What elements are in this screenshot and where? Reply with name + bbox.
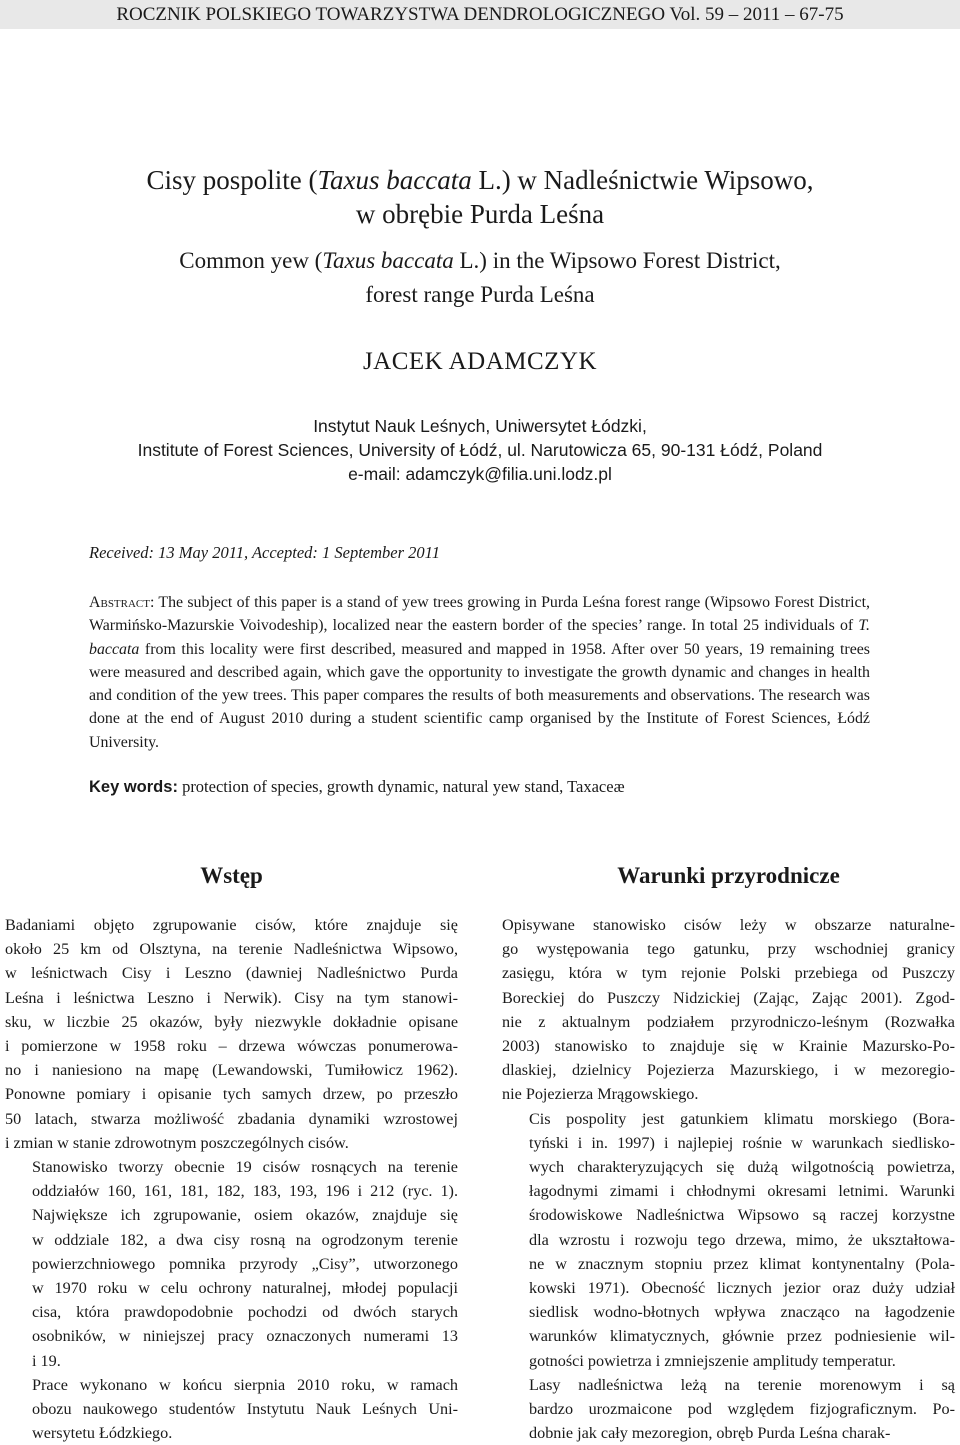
text-line: kowski 1971). Obecność licznych jezior oraz duży udział <box>529 1279 955 1298</box>
paragraph <box>502 1373 955 1445</box>
text-line: Lasy nadleśnictwa leżą na terenie morenowym i są <box>529 1375 955 1394</box>
title-en-text: L.) in the Wipsowo Forest District, <box>453 248 781 273</box>
keywords-label: Key words: <box>89 778 178 796</box>
title-pl-text: Cisy pospolite ( <box>146 165 318 195</box>
text-line: nie z aktualnym podziałem przyrodniczo-leśnym (Rozwałka <box>502 1012 955 1031</box>
paragraph <box>5 1155 458 1373</box>
running-head: ROCZNIK POLSKIEGO TOWARZYSTWA DENDROLOGICZNEGO Vol. 59 – 2011 – 67-75 <box>0 0 960 29</box>
abstract-label: Abstract <box>89 594 150 611</box>
text-line: Prace wykonano w końcu sierpnia 2010 roku, w ramach <box>32 1375 458 1394</box>
text-line: osobników, w niniejszej pracy oznaczonych numerami 13 <box>32 1327 458 1346</box>
left-column <box>5 860 458 1445</box>
abstract-text: from this locality were first described, measured and mapped in 1958. After over 50 years, 19 remaining trees were measured and described again, which gave the opportunity to investigate the growth dynamic and changes in health and condition of the yew trees. This paper compares the results of both measurements and observations. The research was done at the end of August 2010 during a student scientific camp organised by the Institute of Forest Sciences, Łódź University. <box>89 640 870 751</box>
text-line: bardzo urozmaicone pod względem fizjograficznym. Po- <box>529 1400 955 1419</box>
text-line: Boreckiej do Puszczy Nidzickiej (Zając, Zając 2001). Zgod- <box>502 988 955 1007</box>
article-title-english <box>0 244 960 312</box>
text-line: dobnie jak cały mezoregion, obręb Purda Leśna charak- <box>529 1424 891 1443</box>
text-line: 50 latach, stwarza możliwość zbadania dynamiki wzrostowej <box>5 1109 458 1128</box>
title-en-line-1 <box>0 244 960 278</box>
affiliation-line-2: Institute of Forest Sciences, University of Łódź, ul. Narutowicza 65, 90-131 Łódź, Poland <box>137 440 823 460</box>
text-line: Badaniami objęto zgrupowanie cisów, które znajduje się <box>5 916 458 934</box>
text-line: w oddziale 182, a dwa cisy rosną na ogrodzonym terenie <box>32 1230 458 1249</box>
text-line: Ponowne pomiary i opisanie tych samych drzew, po przeszło <box>5 1085 458 1104</box>
section-heading-wstep: Wstęp <box>200 863 263 888</box>
abstract <box>89 591 870 754</box>
section-heading-warunki-przyrodnicze: Warunki przyrodnicze <box>617 863 840 888</box>
text-line: dla wzrostu i rozwoju tego drzewa, mimo, że ukształtowa- <box>529 1230 955 1249</box>
text-line: Opisywane stanowisko cisów leży w obszarze naturalne- <box>502 916 955 934</box>
author-email: e-mail: adamczyk@filia.uni.lodz.pl <box>348 464 612 484</box>
text-line: go występowania tego gatunku, przy wschodniej granicy <box>502 940 955 959</box>
text-line: 2003) stanowisko to znajduje się w Krainie Mazursko-Po- <box>502 1037 955 1056</box>
right-column-body <box>502 913 955 1445</box>
title-pl-text: L.) w Nadleśnictwie Wipsowo, <box>471 165 814 195</box>
text-line: Stanowisko tworzy obecnie 19 cisów rosnących na terenie <box>32 1158 458 1177</box>
text-line: warunków klimatycznych, głównie przez podniesienie wil- <box>529 1327 955 1346</box>
text-line: zasięgu, która w tym rejonie Polski przebiega od Puszczy <box>502 964 955 983</box>
title-pl-line-1 <box>0 163 960 197</box>
text-line: środowiskowe Nadleśnictwa Wipsowo są raczej korzystne <box>529 1206 955 1225</box>
text-line: oddziałów 160, 161, 181, 182, 183, 193, 196 i 212 (ryc. 1). <box>32 1182 458 1201</box>
title-pl-species: Taxus baccata <box>317 165 472 195</box>
author-affiliation <box>0 414 960 486</box>
text-line: wersytetu Łódzkiego. <box>32 1424 173 1443</box>
text-line: i zmian w stanie zdrowotnym poszczególnych cisów. <box>5 1133 349 1152</box>
text-line: powierzchniowego pomnika przyrody „Cisy”, utworzonego <box>32 1254 458 1273</box>
text-line: Leśna i leśnictwa Leszno i Nerwik). Cisy na tym stanowi- <box>5 988 458 1007</box>
text-line: Największe ich zgrupowanie, osiem okazów, znajduje się <box>32 1206 458 1225</box>
text-line: obozu naukowego studentów Instytutu Nauk Leśnych Uni- <box>32 1400 458 1419</box>
affiliation-line-1: Instytut Nauk Leśnych, Uniwersytet Łódzki, <box>313 416 647 436</box>
keywords <box>89 775 625 799</box>
paragraph <box>5 913 458 1155</box>
text-line: nie Pojezierza Mrągowskiego. <box>502 1085 699 1104</box>
keywords-text: protection of species, growth dynamic, natural yew stand, Taxaceæ <box>177 777 625 796</box>
text-line: i 19. <box>32 1351 61 1370</box>
author-name: JACEK ADAMCZYK <box>362 348 598 375</box>
abstract-species: T. baccata <box>89 617 870 658</box>
right-column <box>502 860 955 1445</box>
title-en-line-2: forest range Purda Leśna <box>365 282 595 307</box>
text-line: ne w znacznym stopniu przez klimat kontynentalny (Pola- <box>529 1254 955 1273</box>
paragraph <box>502 913 955 1107</box>
article-title-polish <box>0 163 960 231</box>
title-pl-line-2: w obrębie Purda Leśna <box>355 199 605 229</box>
text-line: sku, w liczbie 25 okazów, były niezwykle dokładnie opisane <box>5 1012 458 1031</box>
text-line: tyński i in. 1997) i najlepiej rośnie w warunkach siedlisko- <box>529 1133 955 1152</box>
text-line: Cis pospolity jest gatunkiem klimatu morskiego (Bora- <box>529 1109 955 1128</box>
text-line: wych charakteryzujących się dużą wilgotnością powietrza, <box>529 1158 955 1177</box>
text-line: około 25 km od Olsztyna, na terenie Nadleśnictwa Wipsowo, <box>5 940 458 959</box>
text-line: w 1970 roku w celu ochrony naturalnej, młodej populacji <box>32 1279 458 1298</box>
abstract-text: : The subject of this paper is a stand of yew trees growing in Purda Leśna forest range (Wipsowo Forest District, Warmińsko-Mazurskie Voivodeship), localized near the eastern border of the species’ range. In total 25 individuals of <box>89 594 870 635</box>
text-line: w leśnictwach Cisy i Leszno (dawniej Nadleśnictwo Purda <box>5 964 458 983</box>
text-line: no i naniesiono na mapę (Lewandowski, Tumiłowicz 1962). <box>5 1061 458 1080</box>
text-line: i pomierzone w 1958 roku – drzewa wówczas ponumerowa- <box>5 1037 458 1056</box>
left-column-body <box>5 913 458 1445</box>
title-en-species: Taxus baccata <box>322 248 454 273</box>
paragraph <box>502 1107 955 1373</box>
received-accepted-dates: Received: 13 May 2011, Accepted: 1 September 2011 <box>89 543 440 562</box>
paragraph <box>5 1373 458 1445</box>
text-line: siedlisk wodno-błotnych wpływa znacząco na łagodzenie <box>529 1303 955 1322</box>
text-line: gotności powietrza i zmniejszenie amplitudy temperatur. <box>529 1351 896 1370</box>
text-line: dlaskiej, dzielnicy Pojezierza Mazurskiego, i w mezoregio- <box>502 1061 955 1080</box>
text-line: łagodnymi zimami i chłodnymi okresami letnimi. Warunki <box>529 1182 955 1201</box>
text-line: cisa, która prawdopodobnie pochodzi od dwóch starych <box>32 1303 458 1322</box>
title-en-text: Common yew ( <box>179 248 323 273</box>
